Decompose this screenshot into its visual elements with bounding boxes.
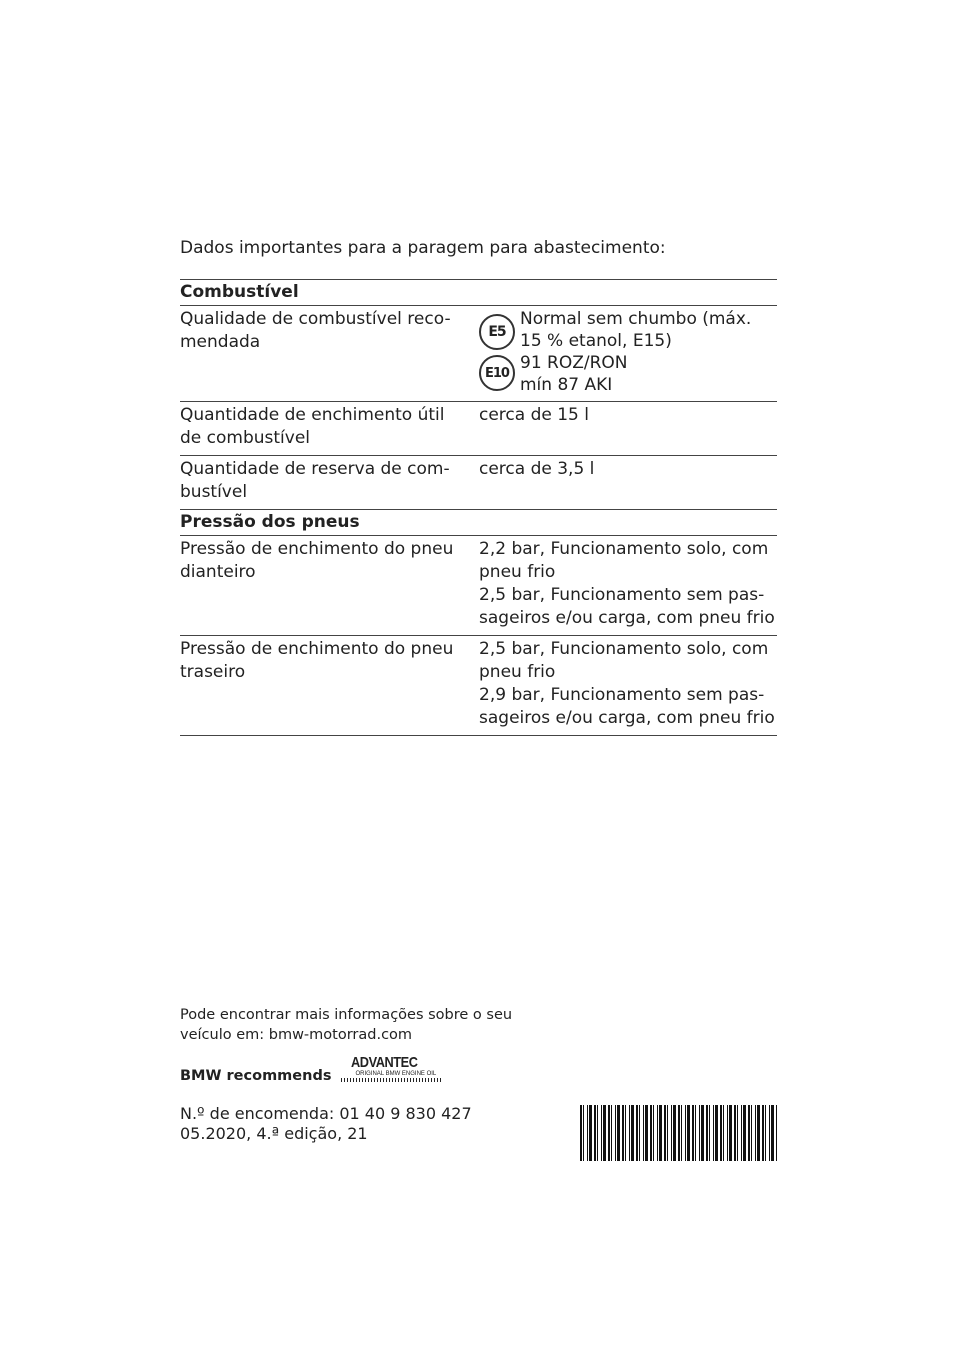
barcode-icon <box>580 1105 777 1161</box>
rear-tyre-value-solo: 2,5 bar, Funcionamento solo, com pneu frio <box>479 639 769 682</box>
front-tyre-value-loaded: 2,5 bar, Funcionamento sem pas-sageiros e/ou carga, com pneu frio <box>479 585 775 628</box>
front-tyre-value-solo: 2,2 bar, Funcionamento solo, com pneu frio <box>479 539 769 582</box>
fuel-e10-row <box>479 352 777 396</box>
footer-info-line1: Pode encontrar mais informações sobre o seu <box>180 1007 513 1023</box>
front-tyre-label: Pressão de enchimento do pneu dianteiro <box>180 536 479 636</box>
e10-fuel-icon: E10 <box>479 355 515 391</box>
table-row-usable-fuel <box>180 402 777 456</box>
fuel-e10-line1: 91 ROZ/RON <box>520 353 628 373</box>
fuel-quality-value <box>479 306 777 402</box>
edition-info: 05.2020, 4.ª edição, 21 <box>180 1124 368 1143</box>
fuel-e10-line2: mín 87 AKI <box>520 375 613 395</box>
spec-table <box>180 279 777 736</box>
advantec-logo <box>341 1054 441 1084</box>
advantec-logo-title: ADVANTEC <box>351 1054 418 1071</box>
usable-fuel-label: Quantidade de enchimento útil de combustível <box>180 402 479 456</box>
rear-tyre-value <box>479 636 777 736</box>
table-row-fuel-quality <box>180 306 777 402</box>
footer-info <box>180 1005 512 1045</box>
section-fuel-title: Combustível <box>180 280 777 306</box>
front-tyre-value <box>479 536 777 636</box>
fuel-e5-line2: 15 % etanol, E15) <box>520 331 672 351</box>
footer-info-line2: veículo em: bmw-motorrad.com <box>180 1027 413 1043</box>
section-fuel <box>180 280 777 306</box>
fuel-e5-line1: Normal sem chumbo (máx. <box>520 309 752 329</box>
fuel-e5-row <box>479 308 777 352</box>
intro-text: Dados importantes para a paragem para abastecimento: <box>180 238 666 258</box>
table-row-front-tyre <box>180 536 777 636</box>
advantec-logo-subtitle: ORIGINAL BMW ENGINE OIL <box>355 1071 437 1077</box>
section-tyres <box>180 510 777 536</box>
table-row-reserve-fuel <box>180 456 777 510</box>
reserve-fuel-value: cerca de 3,5 l <box>479 456 777 510</box>
reserve-fuel-label: Quantidade de reserva de com-bustível <box>180 456 479 510</box>
section-tyres-title: Pressão dos pneus <box>180 510 777 536</box>
fuel-e5-info <box>520 308 751 352</box>
e5-fuel-icon: E5 <box>479 314 515 350</box>
order-info <box>180 1104 472 1144</box>
advantec-logo-bar <box>341 1078 441 1082</box>
bmw-recommends-text: BMW recommends <box>180 1068 332 1084</box>
recommends-block <box>180 1054 441 1084</box>
rear-tyre-label: Pressão de enchimento do pneu traseiro <box>180 636 479 736</box>
order-number: N.º de encomenda: 01 40 9 830 427 <box>180 1104 472 1123</box>
table-row-rear-tyre <box>180 636 777 736</box>
rear-tyre-value-loaded: 2,9 bar, Funcionamento sem pas-sageiros e/ou carga, com pneu frio <box>479 685 775 728</box>
usable-fuel-value: cerca de 15 l <box>479 402 777 456</box>
fuel-quality-label: Qualidade de combustível reco-mendada <box>180 306 479 402</box>
fuel-e10-info <box>520 352 628 396</box>
